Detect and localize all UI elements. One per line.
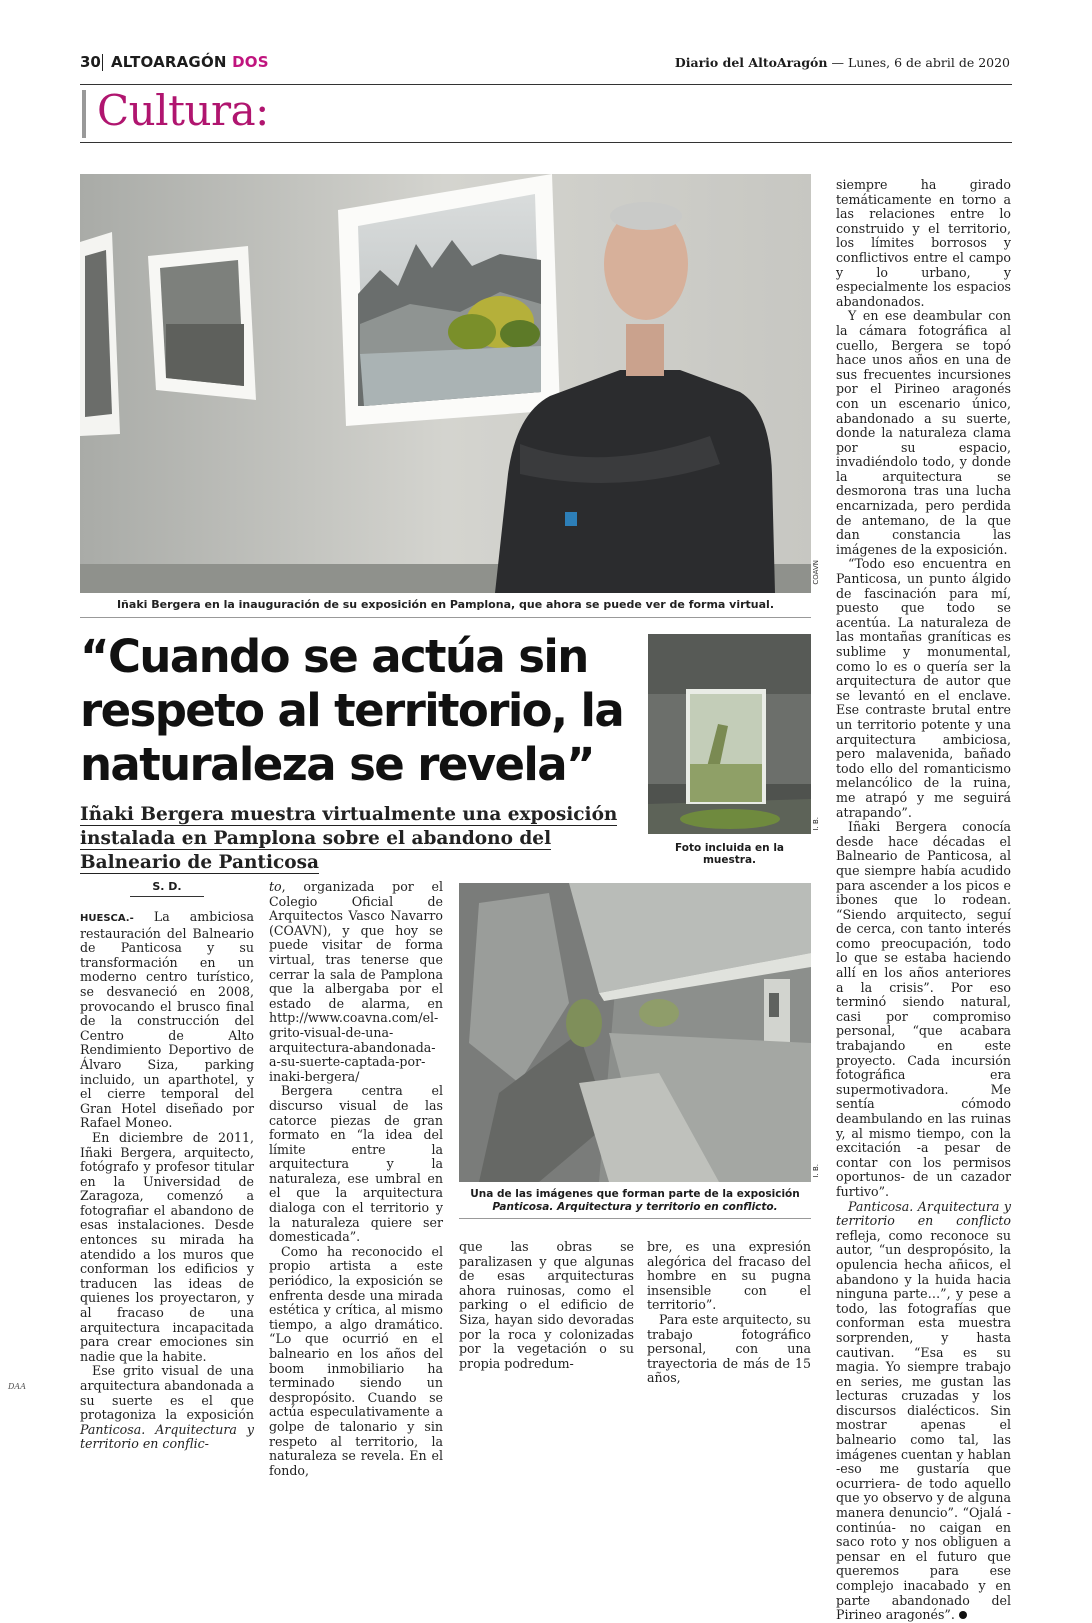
- caption-rule: [80, 617, 811, 618]
- ruin-photo-image: [459, 883, 811, 1182]
- header-separator: [102, 54, 103, 71]
- section-main: ALTOARAGÓN: [111, 53, 227, 71]
- paragraph: En diciembre de 2011, Iñaki Bergera, arquitecto, fotógrafo y profesor titular en la Universidad de Zaragoza, comenzó a fotografiar el abandono de esas instalaciones. Desde entonces su mirada ha atendido a los muros que conforman los edificios y traducen las ideas de quienes los proyectaron, y al fracaso de una arquitectura incapacitada para crear emociones sin nadie que la habite.: [80, 1129, 254, 1364]
- main-photo: [80, 174, 811, 593]
- ruin-photo-credit: I. B.: [812, 1164, 820, 1178]
- exhibition-title: Panticosa. Arquitectura y territorio en conflicto: [836, 1198, 1011, 1229]
- paragraph-text: La ambiciosa restauración del Balneario de Panticosa y su transformación en un moderno centro turístico, se desvaneció en 2008, provocando el brusco final de la construcción del Centro de Alto Rendimiento Deportivo de Álvaro Siza, parking incluido, un aparthotel, y el cierre temporal del Gran Hotel diseñado por Rafael Moneo.: [80, 909, 254, 1131]
- newspaper-name: Diario del AltoAragón: [674, 55, 828, 70]
- window-photo-caption: Foto incluida en la muestra.: [674, 842, 784, 866]
- paragraph: siempre ha girado temáticamente en torno a las relaciones entre lo construido y el territorio, los límites borrosos y conflictivos entre el campo y lo urbano, y especialmente los espacios abandonados.: [836, 177, 1011, 309]
- ruin-caption-line1: Una de las imágenes que forman parte de la exposición: [470, 1188, 800, 1200]
- ruin-photo-caption: [459, 1188, 811, 1214]
- section-title: [97, 86, 269, 135]
- article-column-5: [836, 178, 1011, 1623]
- end-mark-icon: [959, 1611, 967, 1619]
- paragraph: que las obras se paralizasen y que algunas de esas arquitecturas ahora ruinosas, como el parking o el edificio de Siza, hayan sido devoradas por la roca y colonizadas por la vegetación o su propia podredum-: [459, 1239, 634, 1371]
- article-column-1: [80, 910, 254, 1452]
- paragraph: [80, 1364, 254, 1452]
- subheadline: [80, 803, 640, 875]
- article-column-4: [647, 1240, 811, 1386]
- paragraph-text: refleja, como reconoce su autor, “un despropósito, la opulencia hecha añicos, el abandono y la huida hacia ninguna parte…”, y pese a todo, las fotografías que conforman esta muestra sorprenden, y hasta cautivan. “Esa es su magia. Yo siempre trabajo en series, me gustan las lecturas cruzadas y los discursos dialécticos. Sin mostrar apenas el balneario como tal, las imágenes cuentan y hablan -eso me gustaría que ocurriera- de todo aquello que yo observo y de alguna manera denuncio”. “Ojalá -continúa- no caigan en saco roto y nos obliguen a pensar en el futuro que queremos para ese complejo inacabado y en parte abandonado del Pirineo aragonés”.: [836, 1227, 1011, 1623]
- footer-code: DAA: [8, 1382, 26, 1391]
- section-rule: [80, 142, 1012, 143]
- page-number: 30: [80, 53, 101, 71]
- exhibition-title: Panticosa. Arquitectura y territorio en conflic-: [80, 1421, 254, 1452]
- section-title-text: Cultura: [97, 86, 256, 135]
- article-column-3: [459, 1240, 634, 1371]
- subheadline-text: Iñaki Bergera muestra virtualmente una exposición instalada en Pamplona sobre el abandono del Balneario de Panticosa: [80, 804, 618, 873]
- ruin-caption-rule: [459, 1218, 811, 1219]
- byline-rule: [130, 896, 204, 897]
- article-column-2: [269, 880, 443, 1478]
- section-brand: [111, 53, 269, 71]
- ruin-caption-line2: Panticosa. Arquitectura y territorio en conflicto.: [492, 1201, 778, 1213]
- main-photo-image: [80, 174, 811, 593]
- exhibition-title-end: to: [269, 879, 282, 894]
- paragraph-text: Ese grito visual de una arquitectura abandonada a su suerte es el que protagoniza la exposición: [80, 1363, 254, 1423]
- main-photo-credit: COAVN: [812, 560, 820, 585]
- paragraph: [269, 880, 443, 1084]
- headline: “Cuando se actúa sin respeto al territorio, la naturaleza se revela”: [80, 630, 624, 791]
- window-photo-credit: I. B.: [812, 817, 820, 831]
- paragraph: “Todo eso encuentra en Panticosa, un punto álgido de fascinación para mí, puesto que todo se acentúa. La naturaleza de las montañas graníticas es sublime y monumental, como lo es o quería ser la arquitectura de autor que se levantó en el enclave. Ese contraste brutal entre un territorio potente y una arquitectura ambiciosa, pero malavenida, bañado todo ello del romanticismo melancólico de la ruina, me atrapó y me seguirá atrapando”.: [836, 556, 1011, 820]
- dateline: HUESCA.-: [80, 913, 134, 924]
- header-rule: [80, 84, 1012, 85]
- paragraph: Bergera centra el discurso visual de las catorce piezas de gran formato en “la idea del límite entre la arquitectura y la naturaleza, ese umbral en el que la arquitectura dialoga con el territorio y la naturaleza quiere ser domesticada”.: [269, 1083, 443, 1245]
- main-photo-caption: Iñaki Bergera en la inauguración de su exposición en Pamplona, que ahora se puede ver de forma virtual.: [116, 598, 775, 611]
- paragraph: Como ha reconocido el propio artista a este periódico, la exposición se enfrenta desde una mirada estética y crítica, al mismo tiempo, a algo dramático. “Lo que ocurrió en el balneario en los años del boom inmobiliario ha terminado siendo un despropósito. Cuando se actúa especulativamente a golpe de talonario y sin respeto al territorio, la naturaleza se revela. En el fondo,: [269, 1243, 443, 1478]
- paragraph: Y en ese deambular con la cámara fotográfica al cuello, Bergera se topó hace unos años en una de sus frecuentes incursiones por el Pirineo aragonés con un escenario único, abandonado a su suerte, donde la naturaleza clama por su espacio, invadiéndolo todo, y donde la arquitectura se desmorona tras una lucha encarnizada, pero perdida de antemano, de la que dan constancia las imágenes de la exposición.: [836, 308, 1011, 557]
- ruin-photo: [459, 883, 811, 1182]
- section-accent: DOS: [232, 53, 269, 71]
- paragraph-text: , organizada por el Colegio Oficial de Arquitectos Vasco Navarro (COAVN), y que hoy se puede visitar de forma virtual, tras tenerse que cerrar la sala de Pamplona que la albergaba por el estado de alarma, en http://www.coavna.com/el-grito-visual-de-una-arquitectura-abandonada-a-su-suerte-captada-por-inaki-bergera/: [269, 879, 443, 1084]
- section-title-bar: [82, 90, 86, 138]
- window-photo-image: [648, 634, 811, 834]
- paragraph: [836, 1200, 1011, 1623]
- masthead: [675, 55, 1010, 70]
- paragraph: bre, es una expresión alegórica del fracaso del hombre en su pugna insensible con el territorio”.: [647, 1239, 811, 1313]
- issue-date: — Lunes, 6 de abril de 2020: [831, 55, 1010, 70]
- window-photo: [648, 634, 811, 834]
- paragraph: Para este arquitecto, su trabajo fotográfico personal, con una trayectoria de más de 15 años,: [647, 1311, 811, 1386]
- byline: S. D.: [152, 880, 182, 893]
- paragraph: Iñaki Bergera conocía desde hace décadas el Balneario de Panticosa, al que siempre había acudido para ascender a los picos e ibones que lo rodean. “Siendo arquitecto, seguí de cerca, con tanto interés como preocupación, todo lo que se estaba haciendo allí en los años anteriores a la crisis”. Por eso terminó siendo natural, casi por compromiso personal, “que acabara trabajando en este proyecto. Cada incursión fotográfica era supermotivadora. Me sentía cómodo deambulando en las ruinas y, al mismo tiempo, con la excitación -a pesar de contar con los permisos oportunos- de un cazador furtivo”.: [836, 819, 1011, 1199]
- paragraph: [80, 910, 254, 1131]
- section-title-colon: :: [255, 86, 269, 135]
